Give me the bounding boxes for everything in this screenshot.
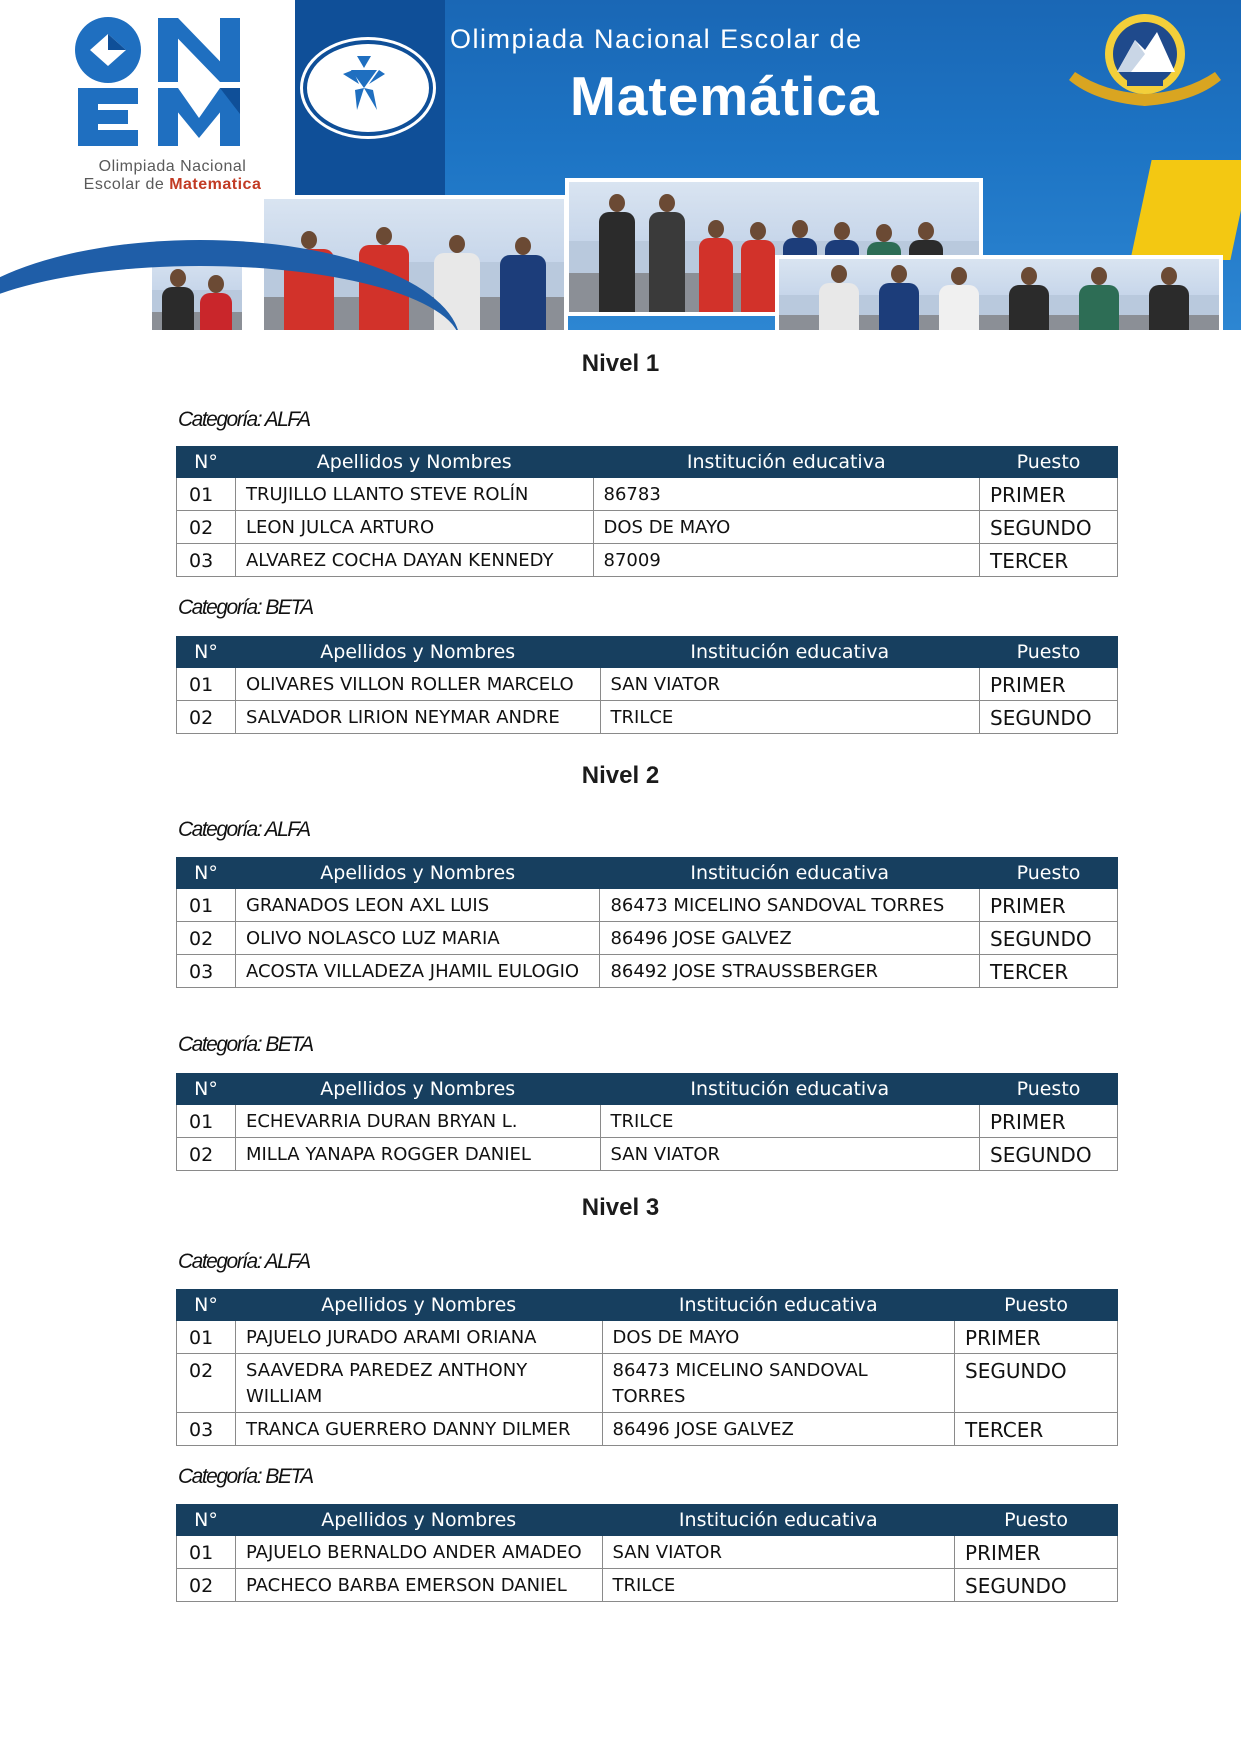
row-school: 86473 MICELINO SANDOVAL TORRES [602, 1354, 955, 1413]
row-school: 86783 [593, 478, 979, 511]
header-name: Apellidos y Nombres [235, 1505, 602, 1536]
row-place: PRIMER [980, 668, 1118, 701]
header-place: Puesto [955, 1290, 1118, 1321]
results-table [176, 636, 1118, 734]
table-row [177, 511, 1118, 544]
tangram-figure-icon [307, 44, 421, 124]
table-row [177, 478, 1118, 511]
row-school: SAN VIATOR [600, 668, 979, 701]
row-place: SEGUNDO [980, 701, 1118, 734]
table-header-row [177, 858, 1118, 889]
logo-tagline-prefix: Escolar de [83, 176, 170, 193]
row-num: 01 [177, 668, 236, 701]
header-name: Apellidos y Nombres [235, 637, 600, 668]
category-label: Categoría: BETA [178, 1033, 313, 1056]
row-name: PAJUELO BERNALDO ANDER AMADEO [235, 1536, 602, 1569]
header-num: N° [177, 1074, 236, 1105]
table-header-row [177, 1505, 1118, 1536]
level-title: Nivel 1 [581, 350, 660, 377]
table-row [177, 1536, 1118, 1569]
header-num: N° [177, 637, 236, 668]
header-banner [0, 0, 1241, 330]
row-name: ECHEVARRIA DURAN BRYAN L. [235, 1105, 600, 1138]
row-num: 01 [177, 1321, 236, 1354]
row-num: 02 [177, 511, 236, 544]
row-num: 02 [177, 1138, 236, 1171]
row-name: OLIVO NOLASCO LUZ MARIA [235, 922, 599, 955]
header-name: Apellidos y Nombres [235, 858, 599, 889]
ugel-badge-logo [1065, 10, 1225, 110]
row-name: MILLA YANAPA ROGGER DANIEL [235, 1138, 600, 1171]
header-place: Puesto [980, 1074, 1118, 1105]
row-num: 03 [177, 955, 236, 988]
level-title: Nivel 3 [581, 1194, 660, 1221]
table-row [177, 1354, 1118, 1413]
table-row [177, 1105, 1118, 1138]
row-school: DOS DE MAYO [593, 511, 979, 544]
row-name: TRANCA GUERRERO DANNY DILMER [235, 1413, 602, 1446]
results-table [176, 446, 1118, 577]
row-school: 87009 [593, 544, 979, 577]
row-school: DOS DE MAYO [602, 1321, 955, 1354]
banner-title-line1: Olimpiada Nacional Escolar de [450, 24, 863, 54]
table-row [177, 922, 1118, 955]
row-num: 02 [177, 1569, 236, 1602]
table-row [177, 668, 1118, 701]
row-place: PRIMER [980, 889, 1118, 922]
row-place: TERCER [980, 955, 1118, 988]
row-name: SAAVEDRA PAREDEZ ANTHONY WILLIAM [235, 1354, 602, 1413]
row-name: ACOSTA VILLADEZA JHAMIL EULOGIO [235, 955, 599, 988]
table-row [177, 955, 1118, 988]
row-num: 03 [177, 544, 236, 577]
header-name: Apellidos y Nombres [235, 1074, 600, 1105]
header-num: N° [177, 1505, 236, 1536]
row-num: 01 [177, 1536, 236, 1569]
row-num: 02 [177, 701, 236, 734]
row-school: TRILCE [602, 1569, 955, 1602]
table-row [177, 1413, 1118, 1446]
row-place: SEGUNDO [955, 1354, 1118, 1413]
category-label: Categoría: ALFA [178, 1250, 310, 1273]
header-place: Puesto [980, 637, 1118, 668]
row-place: SEGUNDO [980, 922, 1118, 955]
table-header-row [177, 1074, 1118, 1105]
row-place: SEGUNDO [980, 511, 1118, 544]
onem-logo [70, 14, 275, 149]
row-school: 86492 JOSE STRAUSSBERGER [600, 955, 980, 988]
header-num: N° [177, 1290, 236, 1321]
results-table [176, 1504, 1118, 1602]
logo-tagline-line1: Olimpiada Nacional [98, 158, 247, 175]
row-name: GRANADOS LEON AXL LUIS [235, 889, 599, 922]
row-name: OLIVARES VILLON ROLLER MARCELO [235, 668, 600, 701]
row-num: 01 [177, 889, 236, 922]
row-num: 03 [177, 1413, 236, 1446]
table-row [177, 544, 1118, 577]
row-name: TRUJILLO LLANTO STEVE ROLÍN [235, 478, 593, 511]
row-place: PRIMER [955, 1321, 1118, 1354]
banner-title-line2: Matemática [570, 65, 880, 127]
level-title: Nivel 2 [581, 762, 660, 789]
row-name: SALVADOR LIRION NEYMAR ANDRE [235, 701, 600, 734]
results-table [176, 1073, 1118, 1171]
header-place: Puesto [980, 447, 1118, 478]
header-place: Puesto [980, 858, 1118, 889]
row-school: TRILCE [600, 1105, 979, 1138]
row-name: ALVAREZ COCHA DAYAN KENNEDY [235, 544, 593, 577]
row-place: TERCER [955, 1413, 1118, 1446]
row-num: 01 [177, 1105, 236, 1138]
row-name: PAJUELO JURADO ARAMI ORIANA [235, 1321, 602, 1354]
header-school: Institución educativa [600, 1074, 979, 1105]
table-header-row [177, 637, 1118, 668]
row-place: PRIMER [980, 1105, 1118, 1138]
table-row [177, 1569, 1118, 1602]
table-row [177, 701, 1118, 734]
category-label: Categoría: BETA [178, 596, 313, 619]
row-name: LEON JULCA ARTURO [235, 511, 593, 544]
row-num: 02 [177, 1354, 236, 1413]
row-school: TRILCE [600, 701, 979, 734]
category-label: Categoría: BETA [178, 1465, 313, 1488]
header-place: Puesto [955, 1505, 1118, 1536]
category-label: Categoría: ALFA [178, 818, 310, 841]
ministry-emblem [303, 40, 433, 136]
row-school: SAN VIATOR [602, 1536, 955, 1569]
row-school: 86473 MICELINO SANDOVAL TORRES [600, 889, 980, 922]
logo-tagline-bold: Matematica [169, 176, 262, 193]
header-num: N° [177, 447, 236, 478]
header-school: Institución educativa [593, 447, 979, 478]
header-name: Apellidos y Nombres [235, 1290, 602, 1321]
row-place: SEGUNDO [955, 1569, 1118, 1602]
row-num: 02 [177, 922, 236, 955]
table-header-row [177, 1290, 1118, 1321]
table-row [177, 1138, 1118, 1171]
table-row [177, 889, 1118, 922]
category-label: Categoría: ALFA [178, 408, 310, 431]
row-school: 86496 JOSE GALVEZ [602, 1413, 955, 1446]
header-school: Institución educativa [602, 1505, 955, 1536]
table-row [177, 1321, 1118, 1354]
row-school: 86496 JOSE GALVEZ [600, 922, 980, 955]
header-school: Institución educativa [600, 858, 980, 889]
results-table [176, 857, 1118, 988]
row-num: 01 [177, 478, 236, 511]
header-num: N° [177, 858, 236, 889]
header-school: Institución educativa [602, 1290, 955, 1321]
row-place: PRIMER [955, 1536, 1118, 1569]
row-place: TERCER [980, 544, 1118, 577]
header-name: Apellidos y Nombres [235, 447, 593, 478]
row-name: PACHECO BARBA EMERSON DANIEL [235, 1569, 602, 1602]
logo-tagline-line2 [50, 176, 295, 194]
row-place: PRIMER [980, 478, 1118, 511]
award-photo-right [775, 255, 1223, 330]
results-table [176, 1289, 1118, 1446]
table-header-row [177, 447, 1118, 478]
row-school: SAN VIATOR [600, 1138, 979, 1171]
header-school: Institución educativa [600, 637, 979, 668]
row-place: SEGUNDO [980, 1138, 1118, 1171]
